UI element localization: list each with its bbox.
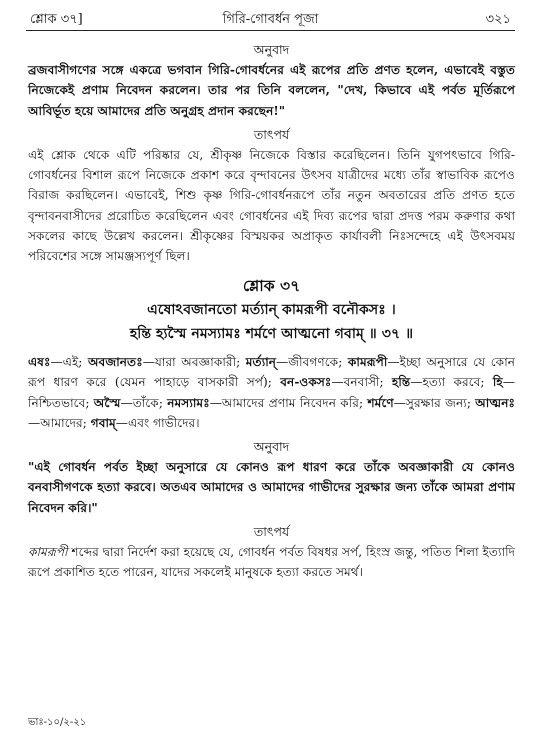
synonym-meaning: নিশ্চিতভাবে;	[28, 395, 94, 410]
verse-line-2: হন্তি হ্যস্মৈ নমস্যামঃ শর্মণে আত্মনো গবাম্ ॥ ৩৭ ॥	[129, 326, 414, 343]
synonym-word: আত্মনঃ	[475, 395, 515, 410]
verse-line-1: এষোঽবজানতো মর্ত্যান্ কামরূপী বনৌকসঃ ।	[147, 302, 396, 319]
purport-text-2	[28, 542, 515, 582]
synonym-meaning: এই;	[62, 355, 88, 370]
synonym-word: মর্ত্যান্	[245, 355, 277, 370]
synonym-word: গবাম্	[90, 415, 116, 430]
translation-heading-2: অনুবাদ	[253, 439, 290, 455]
synonym-meaning: ইচ্ছা অনুসারে যে কোন রূপ ধারণ করে (যেমন পাহাড়ে বাসকারী সর্প);	[28, 355, 516, 390]
synonym-word: শর্মণে	[367, 395, 394, 410]
synonym-meaning: এবং গাভীদের।	[127, 415, 200, 430]
verse-title: শ্লোক ৩৭	[242, 276, 301, 296]
translation-text: ব্রজবাসীগণের সঙ্গে একত্রে ভগবান গিরি-গোবর্ধনের এই রূপের প্রতি প্রণত হলেন, এভাবেই বস্তুত নিজেকেই প্রণাম নিবেদন করলেন। তার পর তিনি বললেন, "দেখ, কিভাবে এই পর্বত মূর্তিরূপে আবির্ভূত হয়ে আমাদের প্রতি অনুগ্রহ প্রদান করছেন!"	[28, 63, 515, 118]
synonym-meaning: বনবাসী;	[343, 375, 393, 390]
header-rule	[26, 30, 515, 31]
running-header	[26, 8, 515, 32]
synonym-word: হন্তি	[392, 375, 411, 390]
synonym-word: নমস্যামঃ	[167, 395, 210, 410]
synonym-meaning: সুরক্ষার জন্য;	[405, 395, 476, 410]
synonym-meaning: জীবগণকে;	[288, 355, 348, 370]
header-chapter-title: গিরি-গোবর্ধন পূজা	[222, 12, 319, 27]
synonym-meaning: হত্যা করবে;	[422, 375, 493, 390]
purport-heading: তাৎপর্য	[253, 126, 290, 142]
header-verse-ref: শ্লোক ৩৭]	[30, 12, 83, 27]
synonym-meaning: আমাদের;	[40, 415, 91, 430]
synonyms-paragraph: এষঃ—এই; অবজানতঃ—যারা অবজ্ঞাকারী; মর্ত্যান্—জীবগণকে; কামরূপী—ইচ্ছা অনুসারে যে কোন রূপ ধারণ করে (যেমন পাহাড়ে বাসকারী সর্প); বন-ওকসঃ—বনবাসী; হন্তি—হত্যা করবে; হি—নিশ্চিতভাবে; অস্মৈ—তাঁকে; নমস্যামঃ—আমাদের প্রণাম নিবেদন করি; শর্মণে—সুরক্ষার জন্য; আত্মনঃ—আমাদের; গবাম্—এবং গাভীদের।	[28, 355, 516, 430]
synonym-meaning: তাঁকে;	[132, 395, 168, 410]
synonym-meaning: আমাদের প্রণাম নিবেদন করি;	[221, 395, 368, 410]
purport-heading-2: তাৎপর্য	[253, 523, 290, 539]
synonym-meaning: যারা অবজ্ঞাকারী;	[154, 355, 246, 370]
page-number: ৩২১	[485, 12, 511, 27]
synonym-word: অস্মৈ	[93, 395, 121, 410]
synonym-word: বন-ওকসঃ	[280, 375, 332, 390]
purport-body: শব্দের দ্বারা নির্দেশ করা হয়েছে যে, গোবর্ধন পর্বত বিষধর সর্প, হিংস্র জন্তু, পতিত শিলা ইত্যাদি রূপে প্রকাশিত হতে পারেন, যাদের সকলেই মানুষকে হত্যা করতে সমর্থ।	[28, 545, 515, 580]
synonym-word: এষঃ	[28, 355, 51, 370]
purport-text: এই শ্লোক থেকে এটি পরিষ্কার যে, শ্রীকৃষ্ণ নিজেকে বিস্তার করেছিলেন। তিনি যুগপৎভাবে গিরি-গোবর্ধনের বিশাল রূপে নিজেকে প্রকাশ করে বৃন্দাবনের উৎসব যাত্রীদের মধ্যে তাঁর স্বাভাবিক রূপেও বিরাজ করছিলেন। এভাবেই, শিশু কৃষ্ণ গিরি-গোবর্ধনরূপে তাঁর নতুন অবতারের প্রতি প্রণত হতে বৃন্দাবনবাসীদের প্ররোচিত করেছিলেন এবং গোবর্ধনের এই দিব্য রূপের দ্বারা প্রদত্ত পরম করুণার কথা সকলের কাছে উল্লেখ করলেন। শ্রীকৃষ্ণের বিস্ময়কর অপ্রাকৃত কার্যাবলী নিঃসন্দেহে এই উৎসবময় পরিবেশের সঙ্গে সামঞ্জস্যপূর্ণ ছিল।	[28, 148, 515, 264]
page-content	[28, 40, 515, 582]
synonym-word: কামরূপী	[347, 355, 388, 370]
italic-term: কামরূপী	[28, 545, 68, 560]
synonym-word: অবজানতঃ	[88, 355, 143, 370]
page-footer-ref: ভাঃ-১০/২-২১	[28, 717, 87, 728]
translation-text-2: "এই গোবর্ধন পর্বত ইচ্ছা অনুসারে যে কোনও রূপ ধারণ করে তাঁকে অবজ্ঞাকারী যে কোনও বনবাসীগণকে হত্যা করবে। অতএব আমাদের ও আমাদের গাভীদের সুরক্ষার জন্য তাঁকে আমরা প্রণাম নিবেদন করি।"	[28, 460, 515, 515]
synonym-word: হি	[492, 375, 503, 390]
translation-heading: অনুবাদ	[253, 42, 290, 57]
